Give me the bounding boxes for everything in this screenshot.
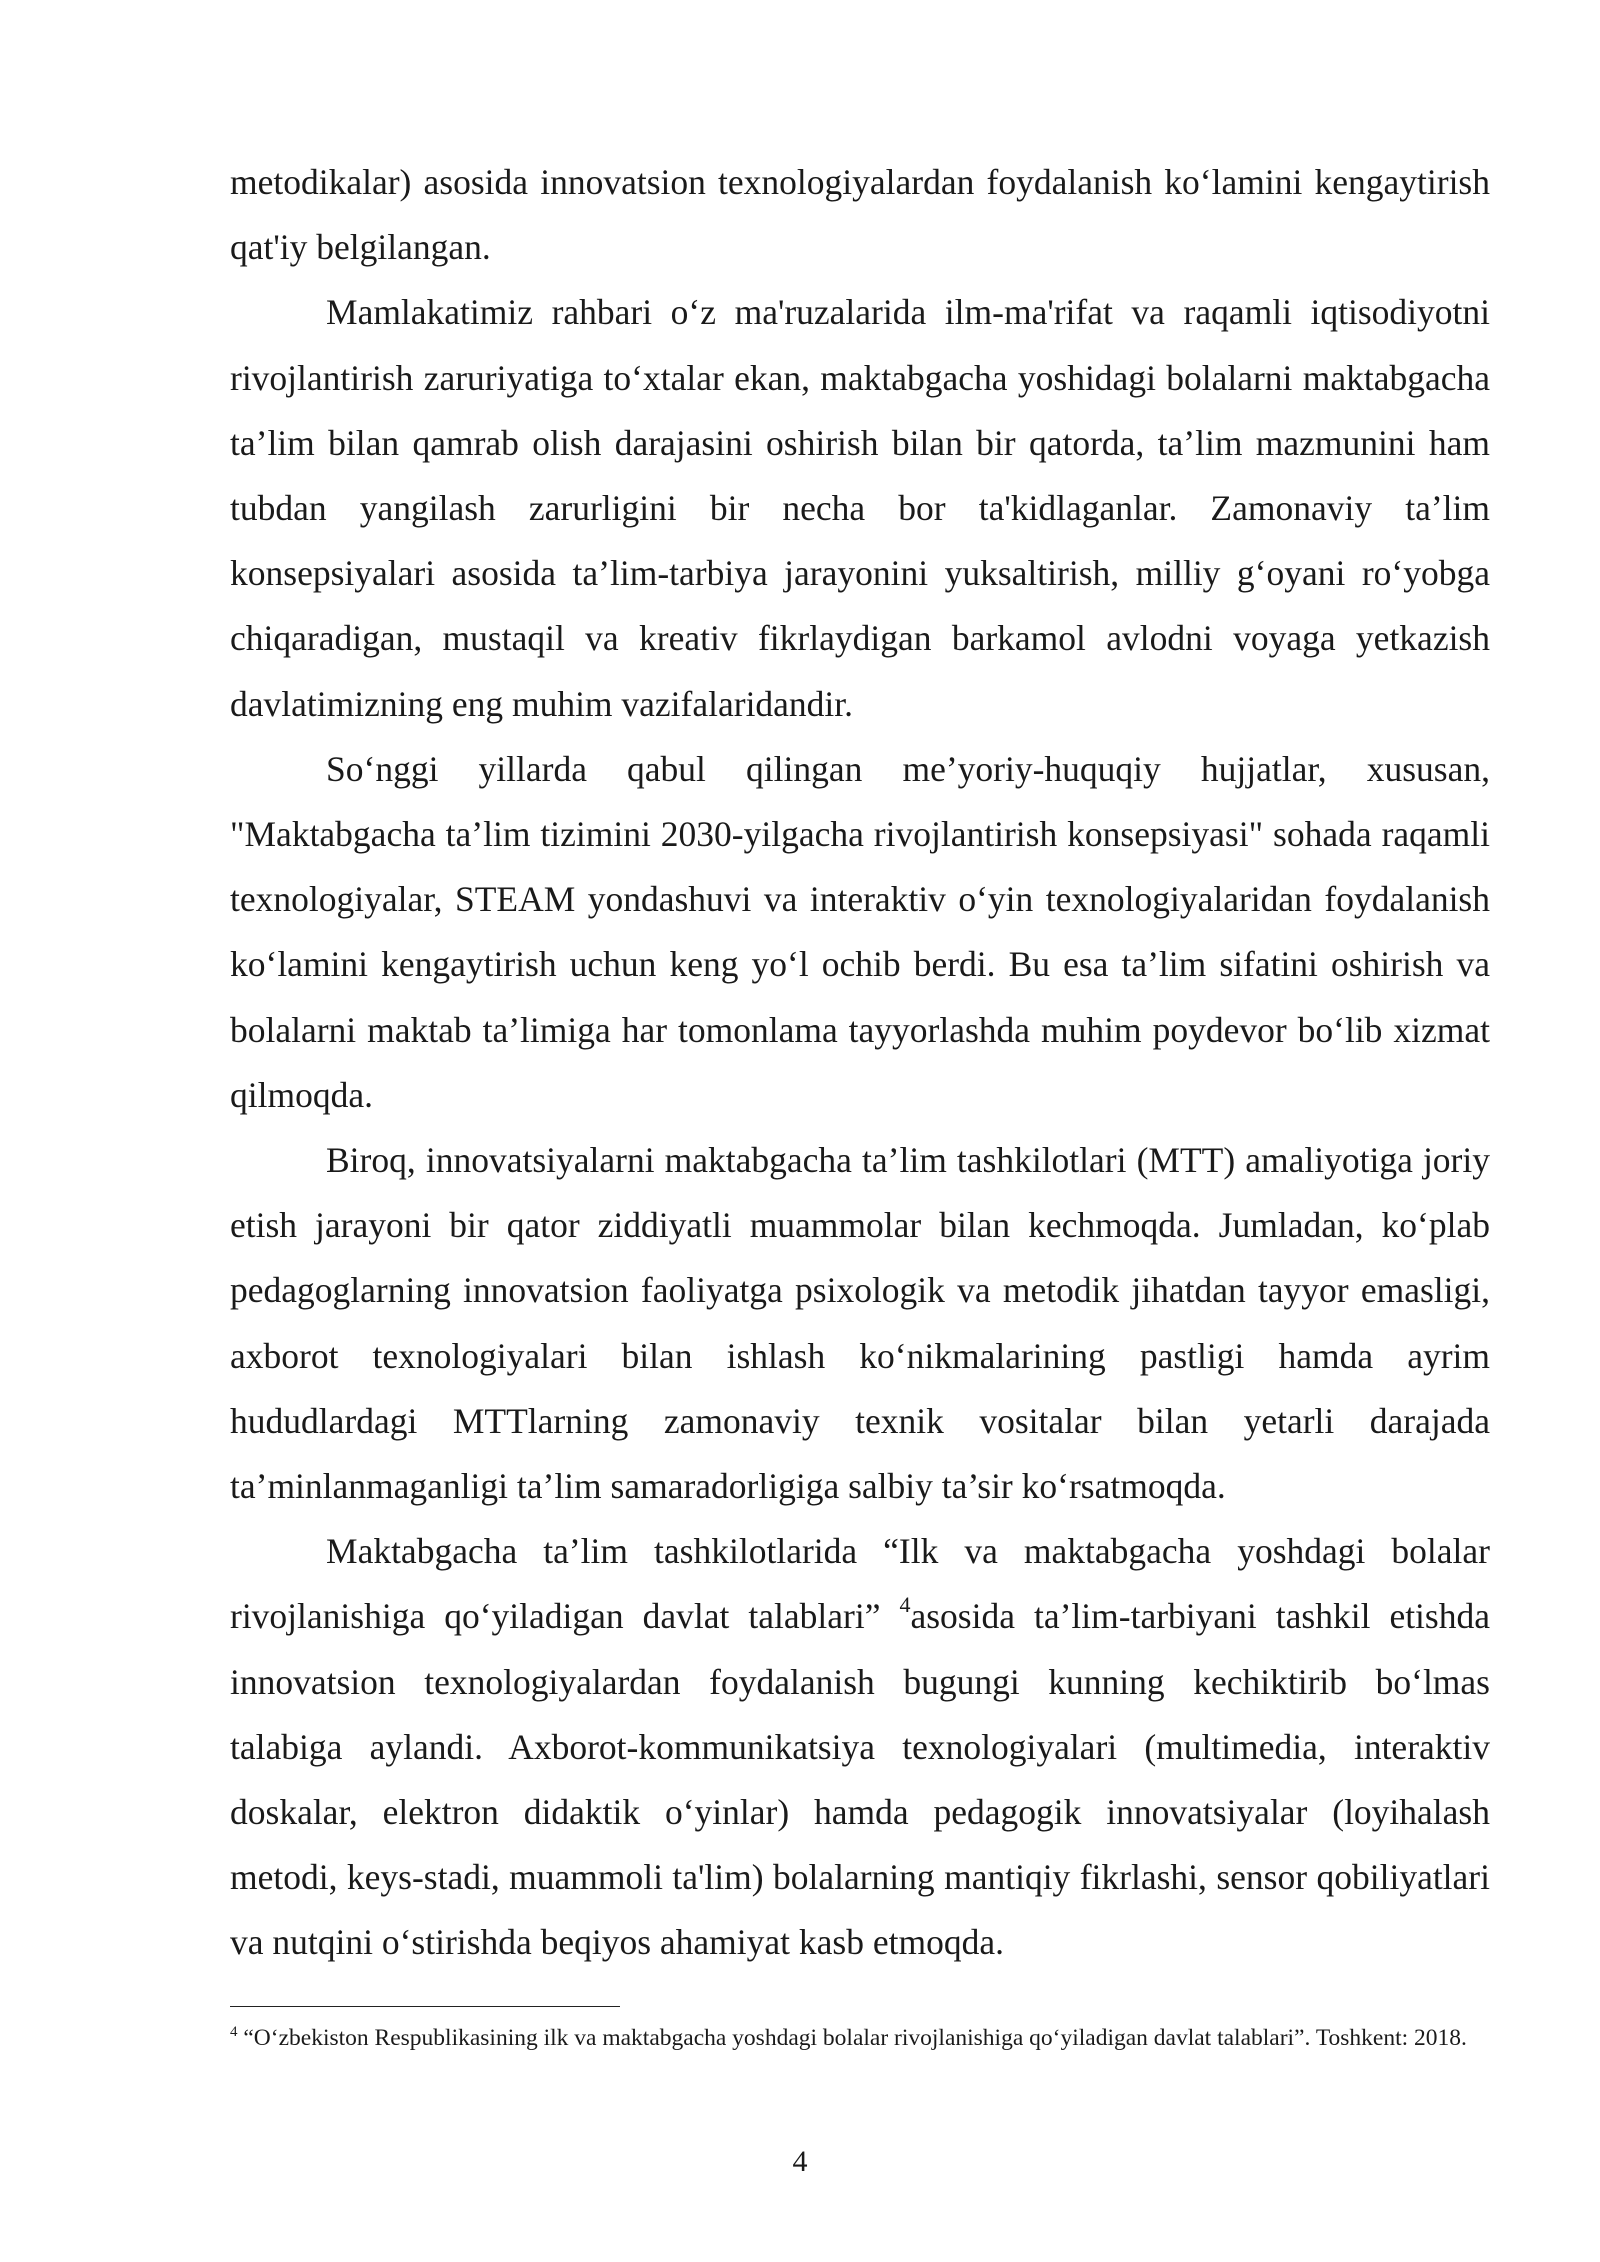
paragraph-text-before-ref: Maktabgacha ta’lim tashkilotlarida “Ilk va maktabgacha yoshdagi bolalar rivojlanishiga qo‘yiladigan davlat talablari”: [230, 1531, 1490, 1637]
footnote-separator: [230, 2006, 620, 2007]
footnote-text: “O‘zbekiston Respublikasining ilk va maktabgacha yoshdagi bolalar rivojlanishiga qo‘yiladigan davlat talablari”. Toshkent: 2018.: [237, 2025, 1467, 2051]
paragraph: So‘nggi yillarda qabul qilingan me’yoriy-huquqiy hujjatlar, xususan, "Maktabgacha ta’lim tizimini 2030-yilgacha rivojlantirish konsepsiyasi" sohada raqamli texnologiyalar, STEAM yondashuvi va interaktiv o‘yin texnologiyalaridan foydalanish ko‘lamini kengaytirish uchun keng yo‘l ochib berdi. Bu esa ta’lim sifatini oshirish va bolalarni maktab ta’limiga har tomonlama tayyorlashda muhim poydevor bo‘lib xizmat qilmoqda.: [230, 748, 1490, 1115]
paragraph-continuation: metodikalar) asosida innovatsion texnologiyalardan foydalanish ko‘lamini kengaytirish qat'iy belgilangan.: [230, 162, 1490, 268]
body-text: [230, 150, 1490, 1976]
paragraph-text-after-ref: asosida ta’lim-tarbiyani tashkil etishda innovatsion texnologiyalardan foydalanish bugungi kunning kechiktirib bo‘lmas talabiga aylandi. Axborot-kommunikatsiya texnologiyalari (multimedia, interaktiv doskalar, elektron didaktik o‘yinlar) hamda pedagogik innovatsiyalar (loyihalash metodi, keys-stadi, muammoli ta'lim) bolalarning mantiqiy fikrlashi, sensor qobiliyatlari va nutqini o‘stirishda beqiyos ahamiyat kasb etmoqda.: [230, 1596, 1490, 1963]
paragraph: Biroq, innovatsiyalarni maktabgacha ta’lim tashkilotlari (MTT) amaliyotiga joriy etish jarayoni bir qator ziddiyatli muammolar bilan kechmoqda. Jumladan, ko‘plab pedagoglarning innovatsion faoliyatga psixologik va metodik jihatdan tayyor emasligi, axborot texnologiyalari bilan ishlash ko‘nikmalarining pastligi hamda ayrim hududlardagi MTTlarning zamonaviy texnik vositalar bilan yetarli darajada ta’minlanmaganligi ta’lim samaradorligiga salbiy ta’sir ko‘rsatmoqda.: [230, 1140, 1490, 1507]
page-number: 4: [792, 2145, 808, 2178]
footnote-reference[interactable]: 4: [899, 1591, 911, 1617]
paragraph: Mamlakatimiz rahbari o‘z ma'ruzalarida ilm-ma'rifat va raqamli iqtisodiyotni rivojlantirish zaruriyatiga to‘xtalar ekan, maktabgacha yoshidagi bolalarni maktabgacha ta’lim bilan qamrab olish darajasini oshirish bilan bir qatorda, ta’lim mazmunini ham tubdan yangilash zarurligini bir necha bor ta'kidlaganlar. Zamonaviy ta’lim konsepsiyalari asosida ta’lim-tarbiya jarayonini yuksaltirish, milliy g‘oyani ro‘yobga chiqaradigan, mustaqil va kreativ fikrlaydigan barkamol avlodni voyaga yetkazish davlatimizning eng muhim vazifalaridandir.: [230, 292, 1490, 724]
footnote: [230, 2022, 1490, 2055]
footnote-number: 4: [230, 2024, 238, 2041]
paragraph-with-footnote: [230, 1519, 1490, 1975]
